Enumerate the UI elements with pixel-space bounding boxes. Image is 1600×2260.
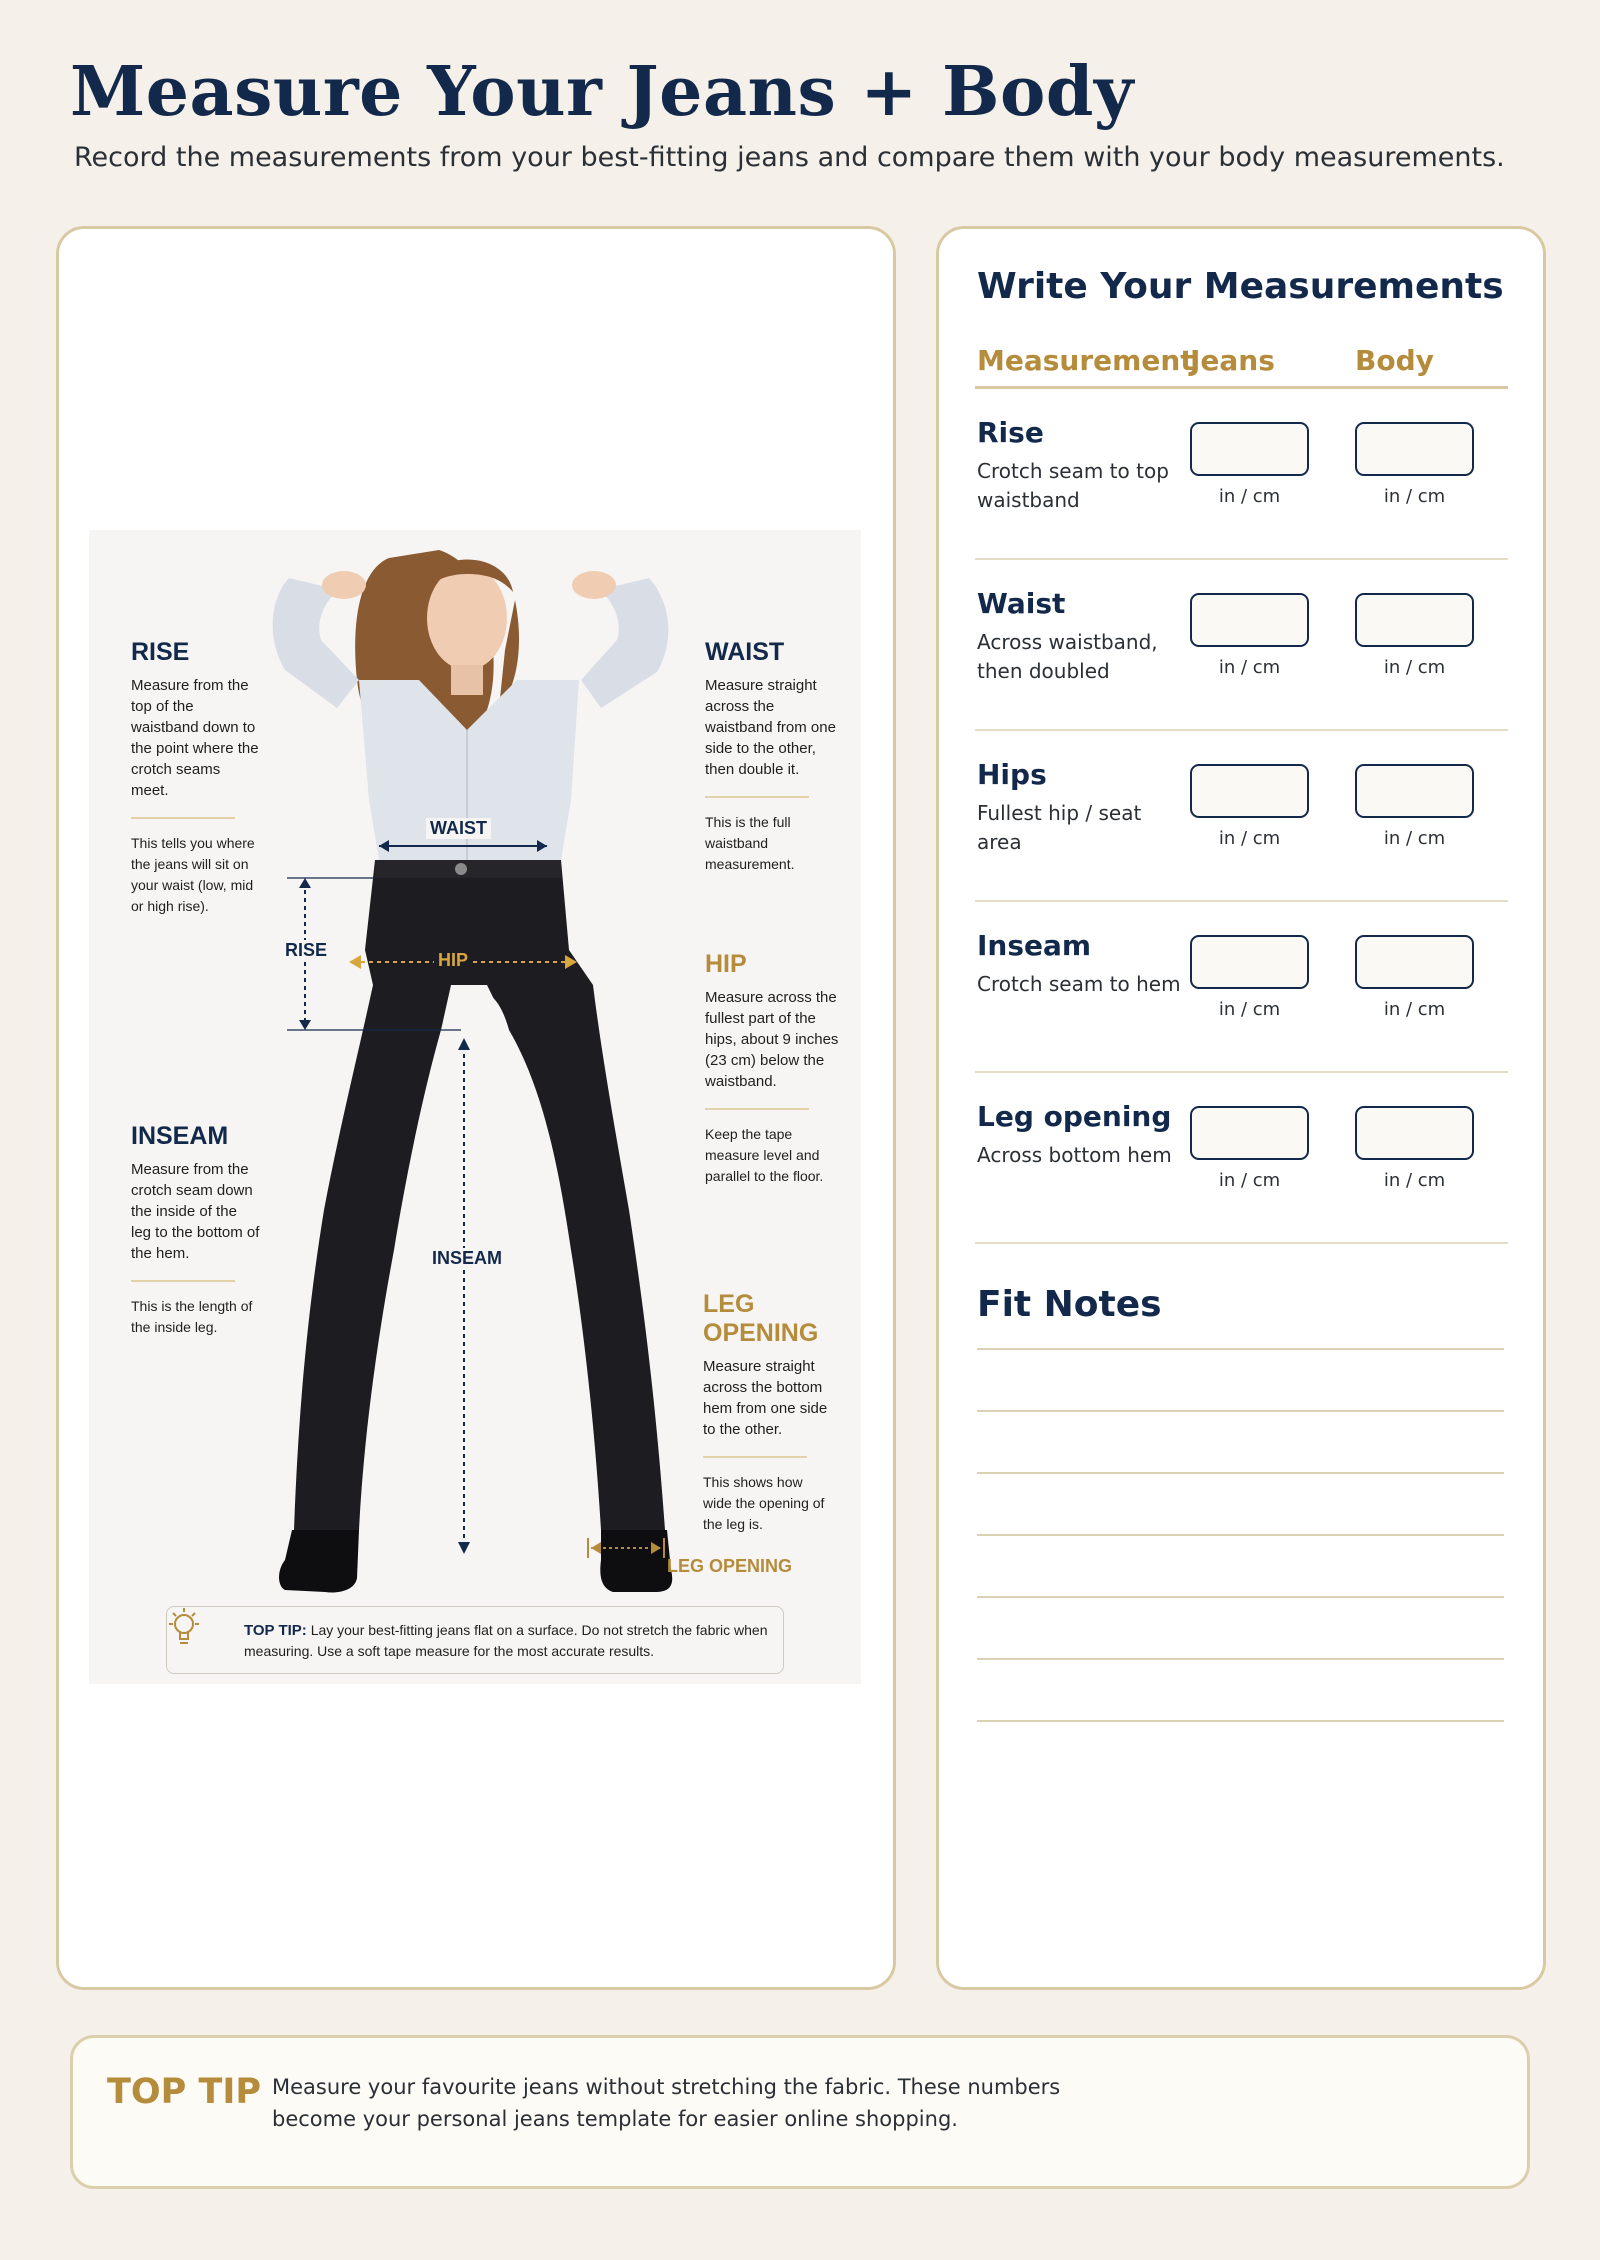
hip-text: Measure across the fullest part of the hips, about 9 inches (23 cm) below the waistband. bbox=[705, 989, 839, 1090]
waist-text: Measure straight across the waistband from one side to the other, then double it. bbox=[705, 677, 836, 778]
rise-note: This tells you where the jeans will sit on your waist (low, mid or high rise). bbox=[131, 835, 255, 914]
measurement-row-hips bbox=[975, 731, 1508, 902]
rise-body-input[interactable] bbox=[1355, 422, 1474, 476]
fit-notes-line[interactable] bbox=[977, 1472, 1504, 1474]
divider bbox=[705, 796, 809, 798]
divider bbox=[703, 1456, 807, 1458]
page-subtitle: Record the measurements from your best-fitting jeans and compare them with your body measurements. bbox=[74, 142, 1505, 173]
hip-note: Keep the tape measure level and parallel to the floor. bbox=[705, 1126, 824, 1184]
measurement-name: Inseam bbox=[977, 929, 1092, 962]
fit-notes-line[interactable] bbox=[977, 1534, 1504, 1536]
unit-label: in / cm bbox=[1383, 657, 1446, 678]
hips-jeans-input[interactable] bbox=[1190, 764, 1309, 818]
hip-annotation bbox=[705, 950, 840, 1187]
waist-annotation bbox=[705, 638, 840, 875]
fit-notes-line[interactable] bbox=[977, 1720, 1504, 1722]
measurement-description: Crotch seam to top waistband bbox=[977, 459, 1169, 512]
measurement-name: Leg opening bbox=[977, 1100, 1172, 1133]
rise-dimension-label: RISE bbox=[281, 940, 331, 961]
top-tip-label: TOP TIP bbox=[107, 2072, 262, 2112]
waist-note: This is the full waistband measurement. bbox=[705, 814, 795, 872]
leg-opening-text: Measure straight across the bottom hem from one side to the other. bbox=[703, 1358, 828, 1438]
measurement-row-rise bbox=[975, 389, 1508, 560]
unit-label: in / cm bbox=[1218, 1170, 1281, 1191]
inseam-jeans-input[interactable] bbox=[1190, 935, 1309, 989]
leg-opening-note: This shows how wide the opening of the leg is. bbox=[703, 1474, 825, 1532]
column-header-measurement: Measurement bbox=[977, 344, 1194, 377]
fit-notes-line[interactable] bbox=[977, 1348, 1504, 1350]
inseam-body-input[interactable] bbox=[1355, 935, 1474, 989]
divider bbox=[131, 817, 235, 819]
unit-label: in / cm bbox=[1383, 486, 1446, 507]
unit-label: in / cm bbox=[1383, 1170, 1446, 1191]
leg-opening-dimension-label: LEG OPENING bbox=[667, 1556, 793, 1576]
leg-opening-heading: LEG OPENING bbox=[703, 1290, 819, 1347]
illustration-tip-label: TOP TIP: bbox=[244, 1622, 307, 1639]
inseam-text: Measure from the crotch seam down the inside of the leg to the bottom of the hem. bbox=[131, 1161, 260, 1262]
leg-opening-jeans-input[interactable] bbox=[1190, 1106, 1309, 1160]
fit-notes-line[interactable] bbox=[977, 1658, 1504, 1660]
rise-annotation bbox=[131, 638, 261, 917]
measurement-name: Rise bbox=[977, 416, 1044, 449]
measurement-description: Fullest hip / seat area bbox=[977, 801, 1142, 854]
column-header-jeans: Jeans bbox=[1190, 344, 1275, 377]
inseam-note: This is the length of the inside leg. bbox=[131, 1298, 253, 1335]
inseam-annotation bbox=[131, 1122, 261, 1338]
unit-label: in / cm bbox=[1218, 828, 1281, 849]
unit-label: in / cm bbox=[1383, 828, 1446, 849]
illustration-tip-text: Lay your best-fitting jeans flat on a surface. Do not stretch the fabric when measuring. Use a soft tape measure for the most accurate results. bbox=[244, 1622, 768, 1659]
divider bbox=[705, 1108, 809, 1110]
waist-body-input[interactable] bbox=[1355, 593, 1474, 647]
top-tip-box bbox=[70, 2035, 1530, 2189]
fit-notes-line[interactable] bbox=[977, 1596, 1504, 1598]
top-tip-text: Measure your favourite jeans without stretching the fabric. These numbers become your personal jeans template for easier online shopping. bbox=[272, 2075, 1061, 2131]
hips-body-input[interactable] bbox=[1355, 764, 1474, 818]
rise-text: Measure from the top of the waistband down to the point where the crotch seams meet. bbox=[131, 677, 259, 799]
illustration-tip bbox=[166, 1606, 784, 1674]
rise-heading: RISE bbox=[131, 638, 190, 666]
inseam-dimension-label: INSEAM bbox=[428, 1248, 506, 1269]
row-divider bbox=[975, 1242, 1508, 1244]
leg-opening-body-input[interactable] bbox=[1355, 1106, 1474, 1160]
waist-dimension-label: WAIST bbox=[426, 818, 491, 839]
unit-label: in / cm bbox=[1218, 486, 1281, 507]
divider bbox=[131, 1280, 235, 1282]
measurement-row-waist bbox=[975, 560, 1508, 731]
form-title: Write Your Measurements bbox=[977, 266, 1504, 307]
lightbulb-icon bbox=[167, 1607, 201, 1651]
leg-opening-annotation bbox=[703, 1290, 853, 1535]
waist-heading: WAIST bbox=[705, 638, 785, 666]
column-header-body: Body bbox=[1355, 344, 1434, 377]
inseam-heading: INSEAM bbox=[131, 1122, 229, 1150]
measurement-description: Across bottom hem bbox=[977, 1143, 1172, 1167]
page-title: Measure Your Jeans + Body bbox=[70, 52, 1134, 132]
rise-jeans-input[interactable] bbox=[1190, 422, 1309, 476]
unit-label: in / cm bbox=[1383, 999, 1446, 1020]
fit-notes-title: Fit Notes bbox=[977, 1284, 1162, 1325]
measurement-illustration bbox=[89, 530, 861, 1684]
hip-dimension-label: HIP bbox=[434, 950, 472, 971]
unit-label: in / cm bbox=[1218, 657, 1281, 678]
measurement-name: Hips bbox=[977, 758, 1047, 791]
hip-heading: HIP bbox=[705, 950, 747, 978]
measurement-row-inseam bbox=[975, 902, 1508, 1073]
waist-jeans-input[interactable] bbox=[1190, 593, 1309, 647]
measurement-description: Crotch seam to hem bbox=[977, 972, 1181, 996]
fit-notes-line[interactable] bbox=[977, 1410, 1504, 1412]
measurement-name: Waist bbox=[977, 587, 1066, 620]
unit-label: in / cm bbox=[1218, 999, 1281, 1020]
measurement-row-leg-opening bbox=[975, 1073, 1508, 1244]
measurement-description: Across waistband, then doubled bbox=[977, 630, 1158, 683]
